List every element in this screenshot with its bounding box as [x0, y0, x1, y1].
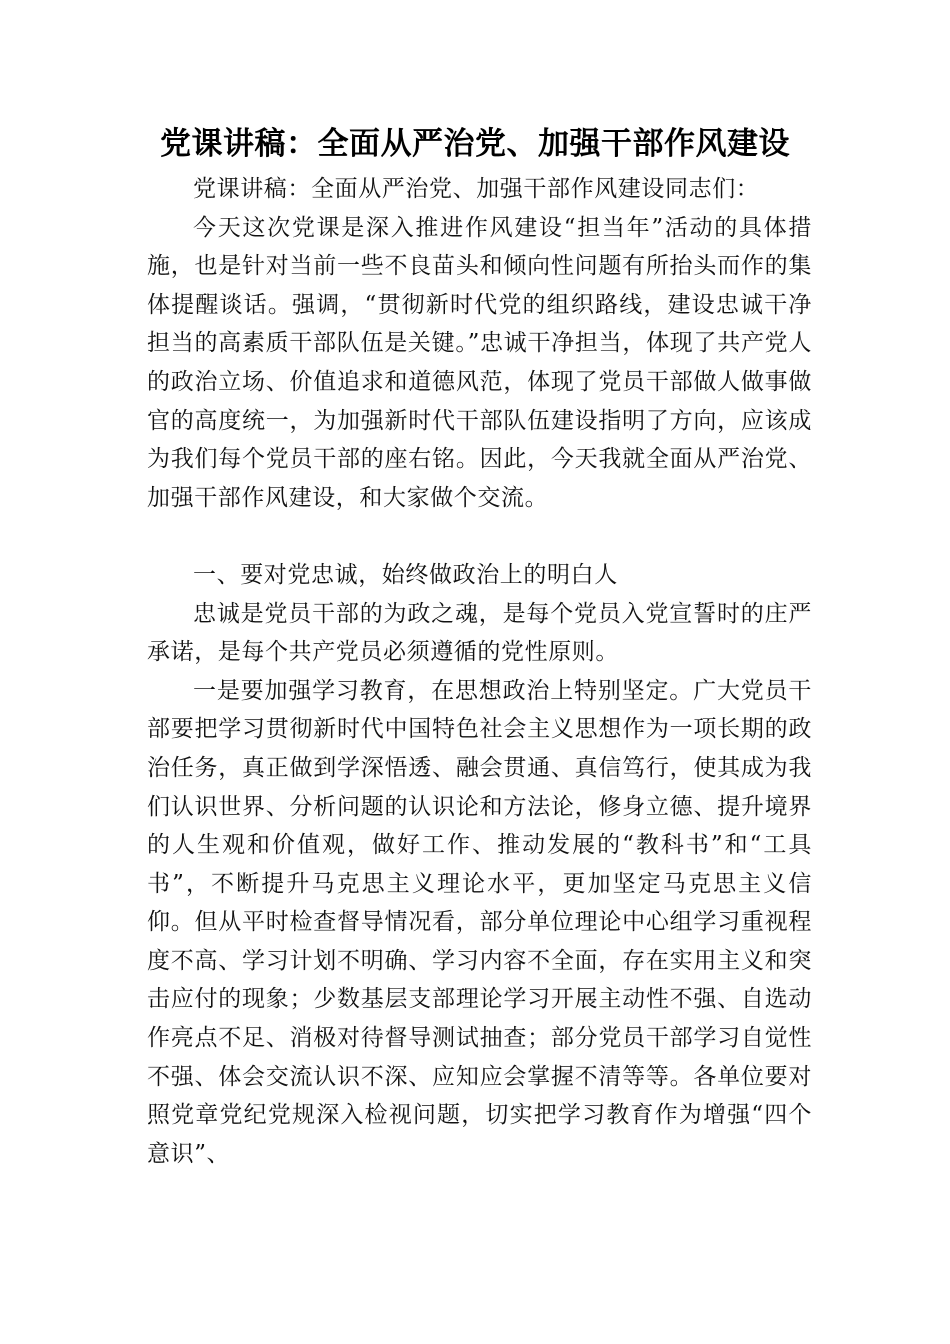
paragraph-spacer — [147, 517, 812, 556]
paragraph-intro: 今天这次党课是深入推进作风建设“担当年”活动的具体措施，也是针对当前一些不良苗头和倾向性问题有所抬头而作的集体提醒谈话。强调，“贯彻新时代党的组织路线，建设忠诚干净担当的高素质干部队伍是关键。”忠诚干净担当，体现了共产党人的政治立场、价值追求和道德风范，体现了党员干部做人做事做官的高度统一，为加强新时代干部队伍建设指明了方向，应该成为我们每个党员干部的座右铭。因此，今天我就全面从严治党、加强干部作风建设，和大家做个交流。 — [147, 214, 812, 511]
section-heading: 一、要对党忠诚，始终做政治上的明白人 — [193, 561, 618, 588]
paragraph-salutation: 党课讲稿：全面从严治党、加强干部作风建设同志们： — [193, 176, 760, 202]
paragraph-loyalty: 忠诚是党员干部的为政之魂，是每个党员入党宣誓时的庄严承诺，是每个共产党员必须遵循的党性原则。 — [147, 600, 812, 666]
document-title: 党课讲稿：全面从严治党、加强干部作风建设 — [160, 126, 790, 162]
document-body — [147, 170, 812, 1173]
paragraph-study: 一是要加强学习教育，在思想政治上特别坚定。广大党员干部要把学习贯彻新时代中国特色社会主义思想作为一项长期的政治任务，真正做到学深悟透、融会贯通、真信笃行，使其成为我们认识世界、分析问题的认识论和方法论，修身立德、提升境界的人生观和价值观，做好工作、推动发展的“教科书”和“工具书”，不断提升马克思主义理论水平，更加坚定马克思主义信仰。但从平时检查督导情况看，部分单位理论中心组学习重视程度不高、学习计划不明确、学习内容不全面，存在实用主义和突击应付的现象；少数基层支部理论学习开展主动性不强、自选动作亮点不足、消极对待督导测试抽查；部分党员干部学习自觉性不强、体会交流认识不深、应知应会掌握不清等等。各单位要对照党章党纪党规深入检视问题，切实把学习教育作为增强“四个意识”、 — [147, 677, 812, 1167]
